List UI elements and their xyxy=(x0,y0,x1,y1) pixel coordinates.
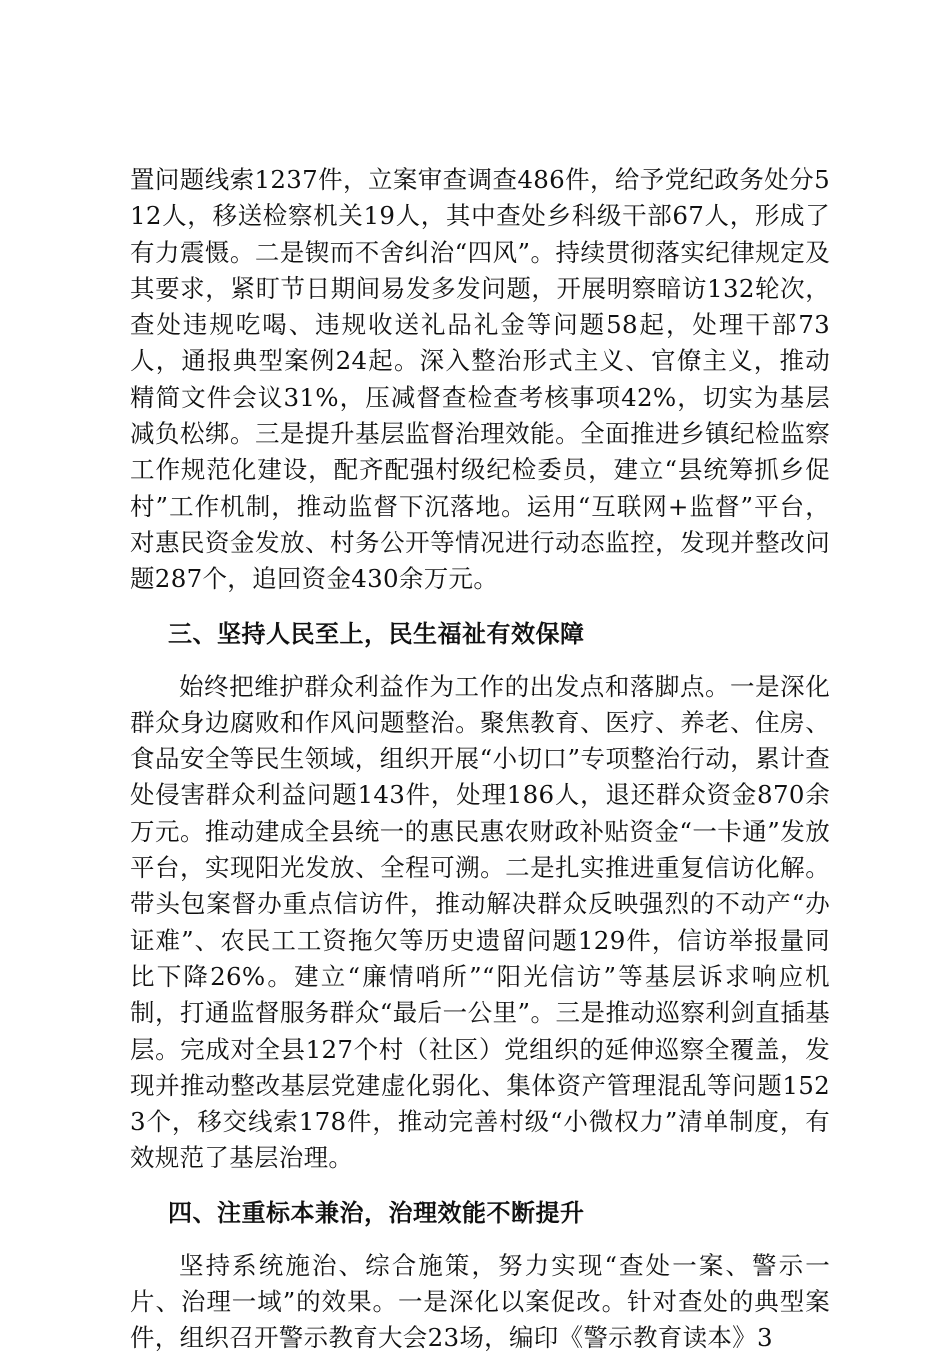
body-paragraph: 始终把维护群众利益作为工作的出发点和落脚点。一是深化群众身边腐败和作风问题整治。聚焦教育、医疗、养老、住房、食品安全等民生领域，组织开展“小切口”专项整治行动，累计查处侵害群众利益问题143件，处理186人，退还群众资金870余万元。推动建成全县统一的惠民惠农财政补贴资金“一卡通”发放平台，实现阳光发放、全程可溯。二是扎实推进重复信访化解。带头包案督办重点信访件，推动解决群众反映强烈的不动产“办证难”、农民工工资拖欠等历史遗留问题129件，信访举报量同比下降26%。建立“廉情哨所”“阳光信访”等基层诉求响应机制，打通监督服务群众“最后一公里”。三是推动巡察利剑直插基层。完成对全县127个村（社区）党组织的延伸巡察全覆盖，发现并推动整改基层党建虚化弱化、集体资产管理混乱等问题1523个，移交线索178件，推动完善村级“小微权力”清单制度，有效规范了基层治理。 xyxy=(130,671,831,1173)
section-heading: 三、坚持人民至上，民生福祉有效保障 xyxy=(168,619,585,648)
body-paragraph: 置问题线索1237件，立案审查调查486件，给予党纪政务处分512人，移送检察机关19人，其中查处乡科级干部67人，形成了有力震慑。二是锲而不舍纠治“四风”。持续贯彻落实纪律规定及其要求，紧盯节日期间易发多发问题，开展明察暗访132轮次，查处违规吃喝、违规收送礼品礼金等问题58起，处理干部73人，通报典型案例24起。深入整治形式主义、官僚主义，推动精简文件会议31%，压减督查检查考核事项42%，切实为基层减负松绑。三是提升基层监督治理效能。全面推进乡镇纪检监察工作规范化建设，配齐配强村级纪检委员，建立“县统筹抓乡促村”工作机制，推动监督下沉落地。运用“互联网+监督”平台，对惠民资金发放、村务公开等情况进行动态监控，发现并整改问题287个，追回资金430余万元。 xyxy=(130,165,831,594)
body-paragraph: 坚持系统施治、综合施策，努力实现“查处一案、警示一片、治理一域”的效果。一是深化以案促改。针对查处的典型案件，组织召开警示教育大会23场，编印《警示教育读本》3 xyxy=(130,1250,830,1353)
section-heading: 四、注重标本兼治，治理效能不断提升 xyxy=(168,1198,585,1227)
document-page xyxy=(130,162,830,1357)
